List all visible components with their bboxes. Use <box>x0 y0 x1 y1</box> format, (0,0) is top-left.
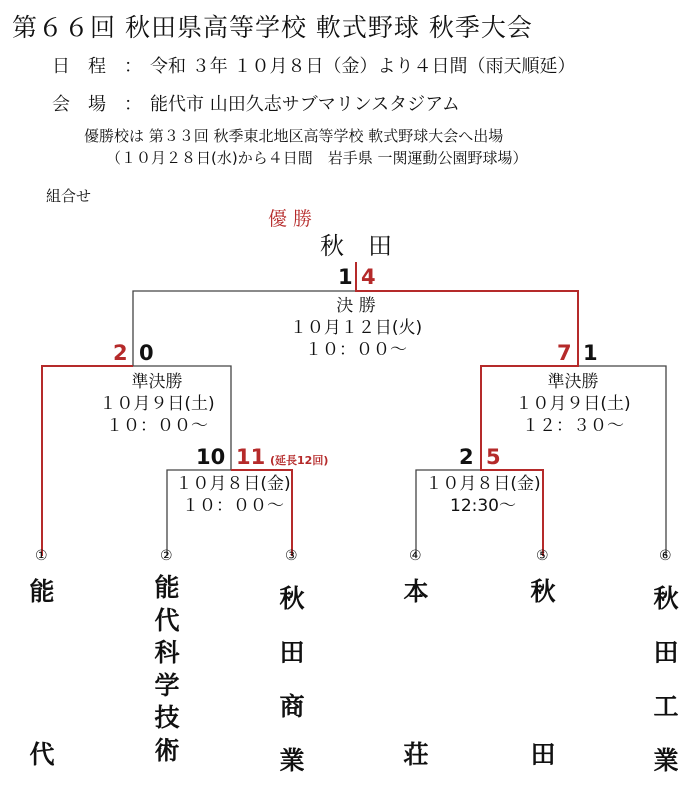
final-score-right: 4 <box>361 265 376 289</box>
first-left-caption <box>158 473 308 517</box>
first-left-date: １０月８日(金) <box>175 474 291 494</box>
venue-label: 会 場 ： <box>52 94 142 115</box>
final-caption <box>256 295 456 361</box>
team-char: 科 <box>154 638 180 668</box>
team-char: 技 <box>154 703 180 733</box>
slot-number: ⑥ <box>659 548 672 564</box>
schedule-value: 令和 ３年 １０月８日（金）より４日間（雨天順延） <box>150 56 576 77</box>
first-left-time: １０：００～ <box>182 496 284 516</box>
first-right-date: １０月８日(金) <box>425 474 541 494</box>
semi-right-caption <box>478 371 668 437</box>
team-char: 代 <box>29 740 55 769</box>
schedule-label: 日 程 ： <box>52 56 142 77</box>
team-name-akita <box>526 572 560 608</box>
team-char: 能 <box>154 573 180 602</box>
slot-number: ② <box>160 548 173 564</box>
team-char: 秋 <box>279 584 305 613</box>
team-name-akita-end <box>526 735 560 771</box>
team-char: 術 <box>154 735 180 765</box>
team-char: 業 <box>653 746 679 775</box>
first-right-score-left: 2 <box>459 445 474 469</box>
team-char: 商 <box>279 692 305 721</box>
team-char: 田 <box>279 638 305 667</box>
semi-left-time: １０：００～ <box>106 416 208 436</box>
final-label: 決 勝 <box>336 296 376 316</box>
team-char: 代 <box>154 605 180 635</box>
first-right-score-right: 5 <box>486 445 501 469</box>
team-name-noshiro-kagaku-gijutsu <box>150 572 184 768</box>
team-char: 本 <box>403 577 429 606</box>
team-char: 荘 <box>403 740 429 769</box>
first-left-score-left: 10 <box>196 445 226 469</box>
final-score-left: 1 <box>338 265 353 289</box>
semi-right-score-right: 1 <box>583 341 598 365</box>
team-char: 工 <box>653 692 679 721</box>
semi-left-score-right: 0 <box>139 341 154 365</box>
team-name-noshiro <box>25 572 59 608</box>
champion-label: 優 勝 <box>268 208 313 230</box>
team-name-honjo-end <box>399 735 433 771</box>
semi-left-label: 準決勝 <box>131 372 183 392</box>
slot-number: ① <box>35 548 48 564</box>
first-right-caption <box>408 473 558 517</box>
team-char: 田 <box>653 638 679 667</box>
page-title: 第６６回 秋田県高等学校 軟式野球 秋季大会 <box>12 13 533 42</box>
venue-value: 能代市 山田久志サブマリンスタジアム <box>150 94 460 115</box>
section-label: 組合せ <box>46 187 92 205</box>
slot-number: ⑤ <box>536 548 549 564</box>
first-left-score-right: 11 <box>236 445 266 469</box>
semi-left-date: １０月９日(土) <box>99 394 215 414</box>
team-name-noshiro-end <box>25 735 59 771</box>
team-char: 秋 <box>653 584 679 613</box>
team-char: 能 <box>29 577 55 606</box>
team-name-akita-shogyo <box>275 572 309 788</box>
first-right-time: 12:30～ <box>450 496 516 516</box>
team-char: 学 <box>154 670 180 700</box>
team-name-akita-kogyo <box>649 572 683 788</box>
qualification-note-detail: （１０月２８日(水)から４日間 岩手県 一関運動公園野球場） <box>106 149 528 167</box>
champion-name: 秋 田 <box>320 232 392 260</box>
slot-number: ③ <box>285 548 298 564</box>
final-time: １０：００～ <box>305 340 407 360</box>
semi-right-time: １２：３０～ <box>522 416 624 436</box>
team-char: 田 <box>530 740 556 769</box>
semi-right-date: １０月９日(土) <box>515 394 631 414</box>
semi-left-score-left: 2 <box>113 341 128 365</box>
team-char: 業 <box>279 746 305 775</box>
qualification-note: 優勝校は 第３３回 秋季東北地区高等学校 軟式野球大会へ出場 <box>84 127 504 145</box>
final-date: １０月１２日(火) <box>289 318 423 338</box>
team-name-honjo <box>399 572 433 608</box>
semi-right-score-left: 7 <box>557 341 572 365</box>
semi-left-caption <box>62 371 252 437</box>
semi-right-label: 準決勝 <box>547 372 599 392</box>
slot-number: ④ <box>409 548 422 564</box>
first-left-extra-innings-note: (延長12回) <box>270 454 329 467</box>
team-char: 秋 <box>530 577 556 606</box>
